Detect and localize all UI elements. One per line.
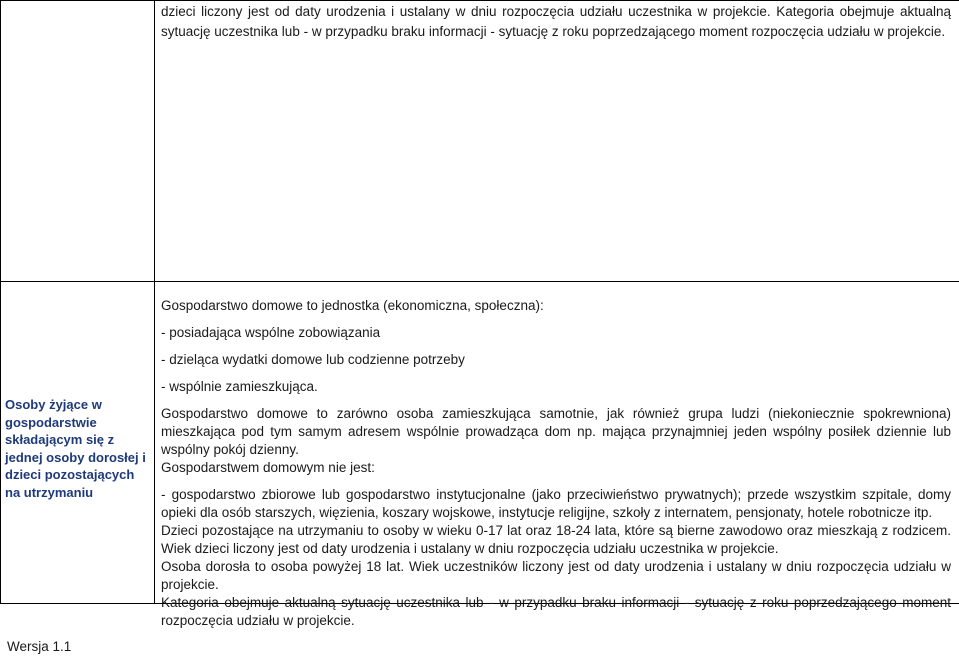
top-right-cell [155,1,959,282]
category-label: Osoby żyjące w gospodarstwie składającym się z jednej osoby dorosłej i dzieci pozostających na utrzymaniu [5,397,146,500]
definition-content [161,297,951,630]
paragraph: Dzieci pozostające na utrzymaniu to osoby w wieku 0-17 lat oraz 18-24 lata, które są bierne zawodowo oraz mieszkają z rodzicem. Wiek dzieci liczony jest od daty urodzenia i ustalany w dniu rozpoczęcia udziału uczestnika w projekcie. [161,523,951,556]
definition-intro: Gospodarstwo domowe to jednostka (ekonomiczna, społeczna): [161,298,544,313]
list-item: - posiadająca wspólne zobowiązania [161,325,381,340]
top-left-cell [1,1,155,282]
continued-definition-text: dzieci liczony jest od daty urodzenia i ustalany w dniu rozpoczęcia udziału uczestnika w projekcie. Kategoria obejmuje aktualną sytuację uczestnika lub - w przypadku braku informacji - sytuację z roku poprzedzającego moment rozpoczęcia udziału w projekcie. [161,4,951,39]
paragraph: Gospodarstwo domowe to zarówno osoba zamieszkująca samotnie, jak również grupa ludzi (niekoniecznie spokrewniona) mieszkająca pod tym samym adresem wspólnie prowadząca dom np. mająca przynajmniej jeden wspólny posiłek dziennie lub wspólny pokój dzienny. [161,406,951,457]
list-item: - dzieląca wydatki domowe lub codzienne potrzeby [161,352,465,367]
paragraph: Kategoria obejmuje aktualną sytuację uczestnika lub - w przypadku braku informacji - sytuację z roku poprzedzającego moment rozpoczęcia udziału w projekcie. [161,595,951,628]
list-item: - wspólnie zamieszkująca. [161,379,318,394]
table-row [1,1,959,282]
version-footer: Wersja 1.1 [7,639,72,654]
paragraph: Gospodarstwem domowym nie jest: [161,460,375,475]
paragraph: Osoba dorosła to osoba powyżej 18 lat. Wiek uczestników liczony jest od daty urodzenia i ustalany w dniu rozpoczęcia udziału w projekcie. [161,559,951,592]
paragraph: - gospodarstwo zbiorowe lub gospodarstwo instytucjonalne (jako przeciwieństwo prywatnych); przede wszystkim szpitale, domy opieki dla osób starszych, więzienia, koszary wojskowe, instytucje religijne, szkoły z internatem, pensjonaty, hotele robotnicze itp. [161,487,951,520]
